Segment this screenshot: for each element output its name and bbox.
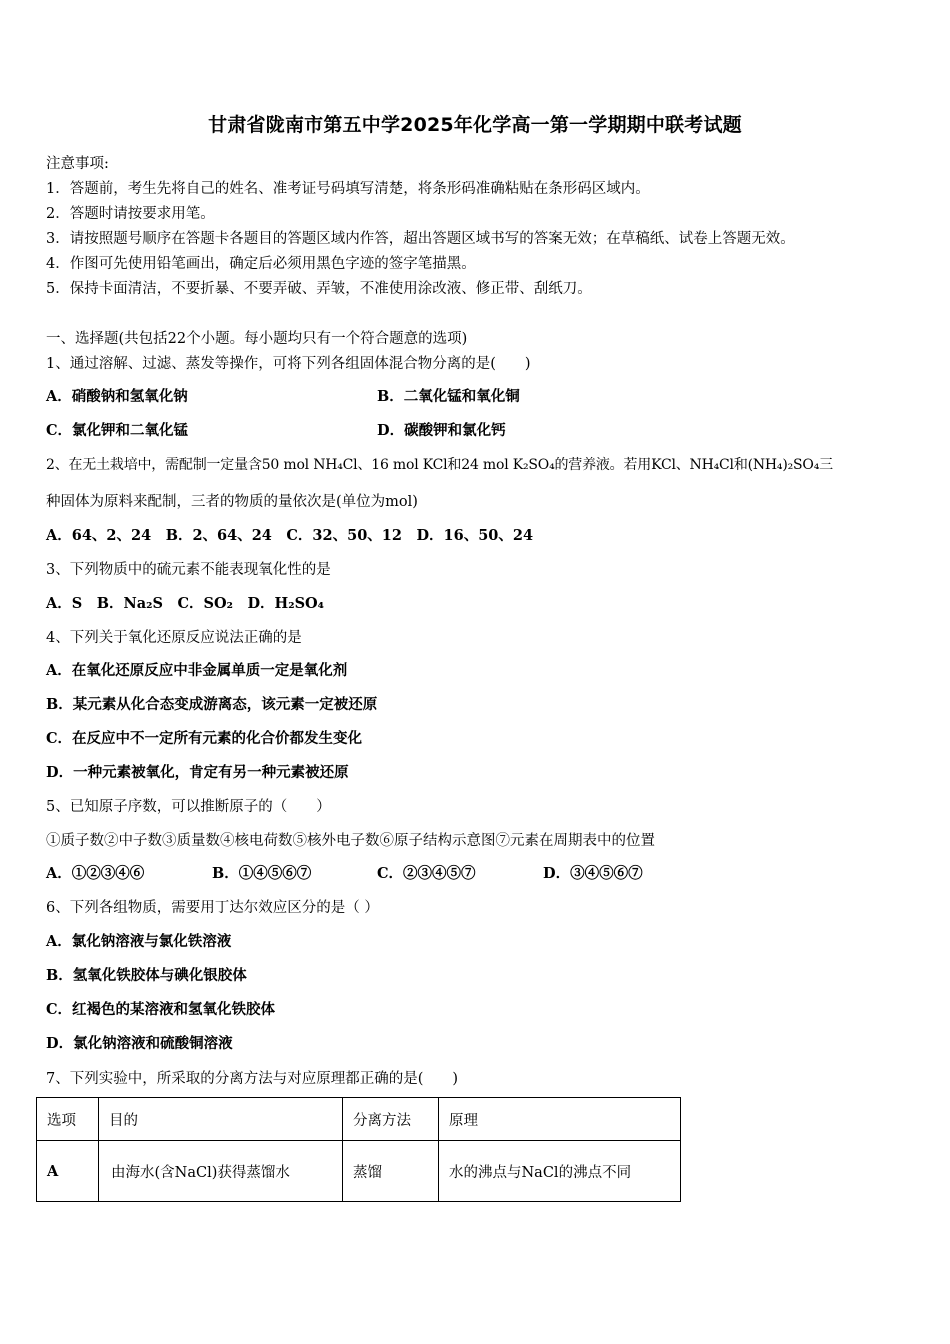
option-c: C．②③④⑤⑦ [377,865,476,882]
option-d: D．氯化钠溶液和硫酸铜溶液 [46,1035,233,1052]
section-heading: 一、选择题(共包括22个小题。每小题均只有一个符合题意的选项) [46,331,468,347]
notice-item: 5．保持卡面清洁，不要折暴、不要弄破、弄皱，不准使用涂改液、修正带、刮纸刀。 [46,281,592,297]
option-b: B．①④⑤⑥⑦ [212,865,312,882]
question-options: A．S B．Na₂S C．SO₂ D．H₂SO₄ [46,595,325,612]
notice-item: 4．作图可先使用铅笔画出，确定后必须用黑色字迹的签字笔描黑。 [46,256,476,272]
page-title: 甘肃省陇南市第五中学2025年化学高一第一学期期中联考试题 [208,114,742,136]
option-a: A．在氧化还原反应中非金属单质一定是氧化剂 [46,662,348,679]
table-cell: A [37,1141,99,1202]
table-cell: 由海水(含NaCl)获得蒸馏水 [99,1141,343,1202]
option-a: A．氯化钠溶液与氯化铁溶液 [46,933,232,950]
notice-item: 1．答题前，考生先将自己的姓名、准考证号码填写清楚，将条形码准确粘贴在条形码区域内。 [46,181,650,197]
question-list: ①质子数②中子数③质量数④核电荷数⑤核外电子数⑥原子结构示意图⑦元素在周期表中的位置 [46,833,655,849]
question-stem: 1、通过溶解、过滤、蒸发等操作，可将下列各组固体混合物分离的是( ) [46,356,531,372]
option-a: A．硝酸钠和氢氧化钠 [46,388,188,405]
table-header-cell: 目的 [99,1098,343,1141]
question-stem: 5、已知原子序数，可以推断原子的（ ） [46,799,331,815]
option-d: D．碳酸钾和氯化钙 [377,422,506,439]
table-row [37,1141,681,1202]
notice-item: 3．请按照题号顺序在答题卡各题目的答题区域内作答，超出答题区域书写的答案无效；在草稿纸、试卷上答题无效。 [46,231,795,247]
question-stem-cont: 种固体为原料来配制，三者的物质的量依次是(单位为mol) [46,494,418,510]
table-cell: 蒸馏 [343,1141,439,1202]
option-c: C．在反应中不一定所有元素的化合价都发生变化 [46,730,363,747]
question-stem: 3、下列物质中的硫元素不能表现氧化性的是 [46,562,331,578]
option-b: B．二氧化锰和氧化铜 [377,388,520,405]
option-b: B．某元素从化合态变成游离态，该元素一定被还原 [46,696,378,713]
notice-heading: 注意事项: [46,156,109,172]
question-stem: 2、在无土栽培中，需配制一定量含50 mol NH₄Cl、16 mol KCl和24 mol K₂SO₄的营养液。若用KCl、NH₄Cl和(NH₄)₂SO₄三 [46,457,833,473]
question-stem: 4、下列关于氧化还原反应说法正确的是 [46,630,302,646]
separation-table [36,1097,681,1202]
table-header-cell: 原理 [439,1098,681,1141]
option-c: C．红褐色的某溶液和氢氧化铁胶体 [46,1001,276,1018]
option-d: D．一种元素被氧化，肯定有另一种元素被还原 [46,764,349,781]
option-c: C．氯化钾和二氧化锰 [46,422,189,439]
table-cell: 水的沸点与NaCl的沸点不同 [439,1141,681,1202]
option-b: B．氢氧化铁胶体与碘化银胶体 [46,967,247,984]
notice-item: 2．答题时请按要求用笔。 [46,206,215,222]
question-stem: 7、下列实验中，所采取的分离方法与对应原理都正确的是( ) [46,1071,459,1087]
table-header-cell: 分离方法 [343,1098,439,1141]
question-options: A．64、2、24 B．2、64、24 C．32、50、12 D．16、50、24 [46,527,534,544]
question-stem: 6、下列各组物质，需要用丁达尔效应区分的是（ ） [46,900,379,916]
option-d: D．③④⑤⑥⑦ [543,865,643,882]
table-header-row [37,1098,681,1141]
option-a: A．①②③④⑥ [46,865,145,882]
table-header-cell: 选项 [37,1098,99,1141]
